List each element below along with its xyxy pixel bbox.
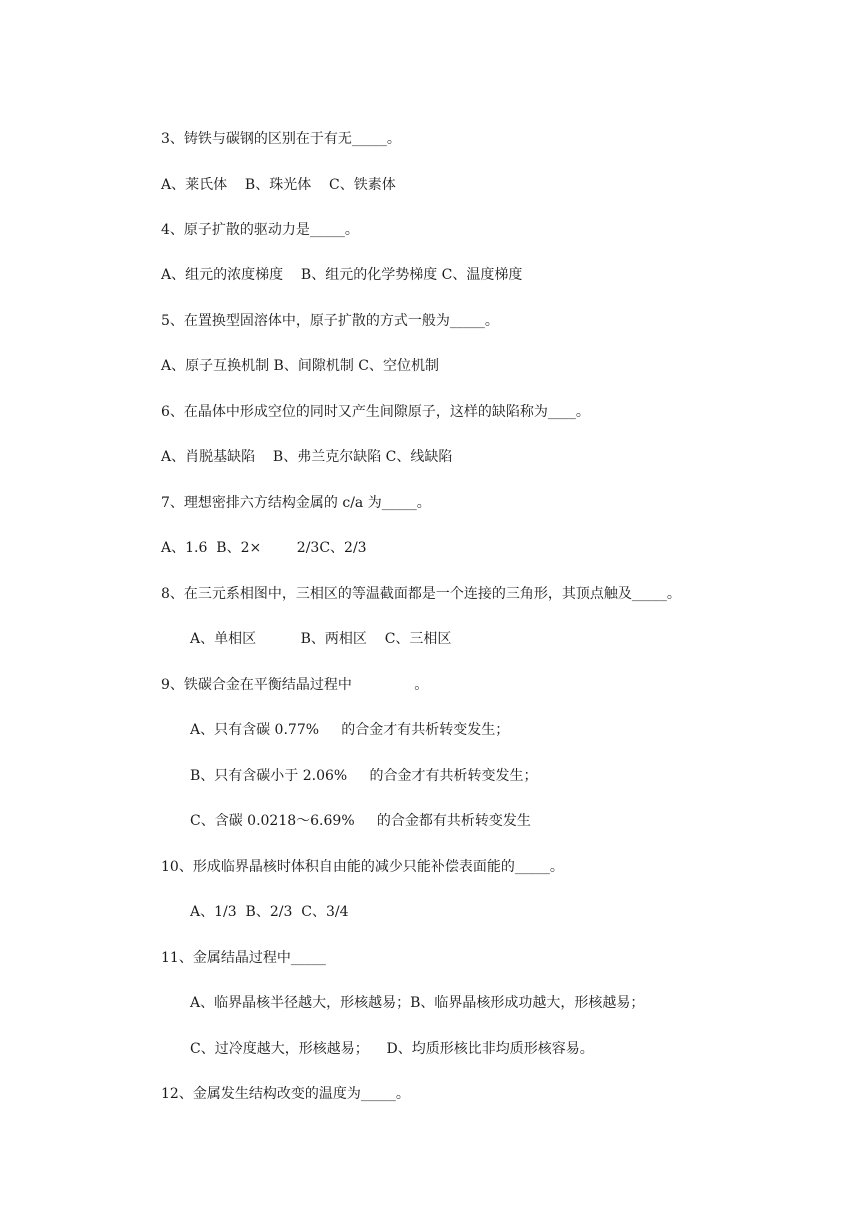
question-11: 11、金属结晶过程中_____ xyxy=(161,950,326,966)
question-9-option-b: B、只有含碳小于 2.06% 的合金才有共析转变发生； xyxy=(190,768,538,784)
question-7-options: A、1.6 B、2× 2/3C、2/3 xyxy=(161,540,367,556)
question-8-options: A、单相区 B、两相区 C、三相区 xyxy=(190,631,452,647)
question-5-options: A、原子互换机制 B、间隙机制 C、空位机制 xyxy=(161,358,440,374)
question-11-option-ab: A、临界晶核半径越大，形核越易；B、临界晶核形成功越大，形核越易； xyxy=(190,995,645,1011)
question-9-option-c: C、含碳 0.0218～6.69% 的合金都有共析转变发生 xyxy=(190,813,531,829)
question-9: 9、铁碳合金在平衡结晶过程中 。 xyxy=(161,677,429,693)
question-10-options: A、1/3 B、2/3 C、3/4 xyxy=(190,904,349,920)
question-7: 7、理想密排六方结构金属的 c/a 为_____。 xyxy=(161,495,431,511)
question-6: 6、在晶体中形成空位的同时又产生间隙原子，这样的缺陷称为____。 xyxy=(161,404,590,420)
question-4: 4、原子扩散的驱动力是_____。 xyxy=(161,222,359,238)
question-9-option-a: A、只有含碳 0.77% 的合金才有共析转变发生； xyxy=(190,722,510,738)
question-5: 5、在置换型固溶体中，原子扩散的方式一般为_____。 xyxy=(161,313,499,329)
question-6-options: A、肖脱基缺陷 B、弗兰克尔缺陷 C、线缺陷 xyxy=(161,449,453,465)
question-11-option-cd: C、过冷度越大，形核越易； D、均质形核比非均质形核容易。 xyxy=(190,1041,594,1057)
question-3: 3、铸铁与碳钢的区别在于有无_____。 xyxy=(161,131,401,147)
question-4-options: A、组元的浓度梯度 B、组元的化学势梯度 C、温度梯度 xyxy=(161,267,523,283)
question-3-options: A、莱氏体 B、珠光体 C、铁素体 xyxy=(161,177,396,193)
question-12: 12、金属发生结构改变的温度为_____。 xyxy=(161,1086,410,1102)
question-10: 10、形成临界晶核时体积自由能的减少只能补偿表面能的_____。 xyxy=(161,859,564,875)
question-8: 8、在三元系相图中，三相区的等温截面都是一个连接的三角形，其顶点触及_____。 xyxy=(161,586,681,602)
